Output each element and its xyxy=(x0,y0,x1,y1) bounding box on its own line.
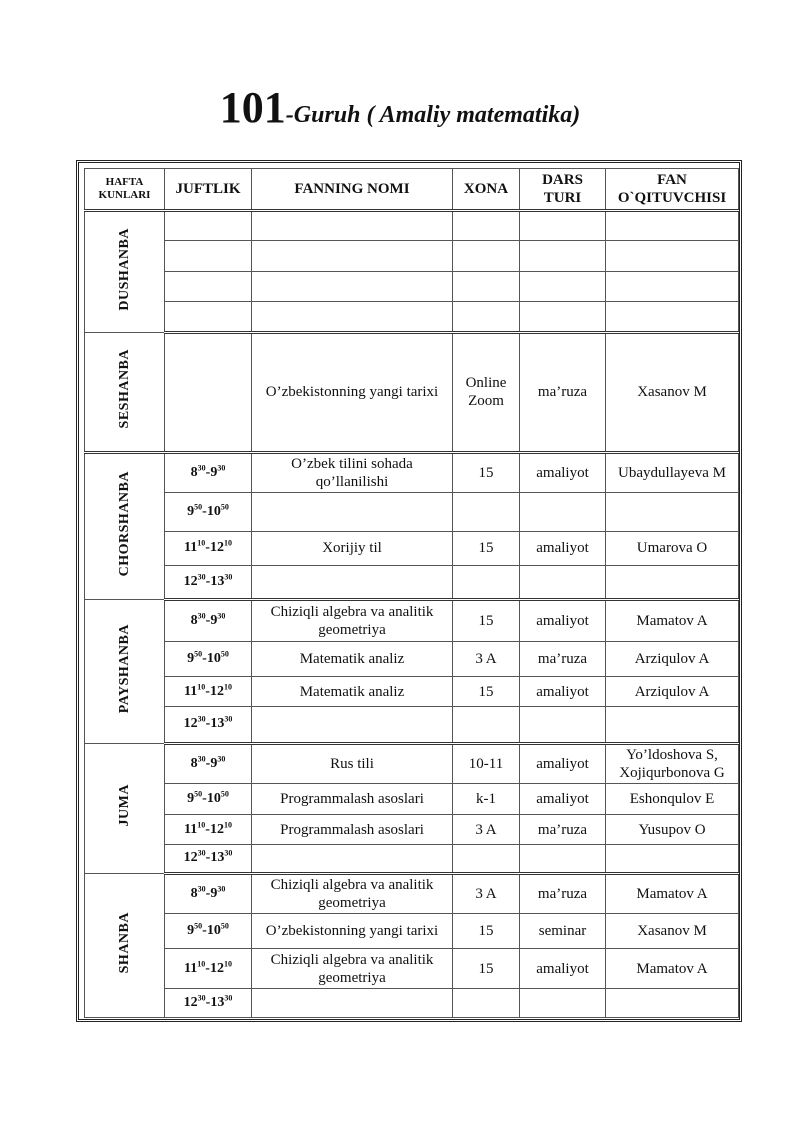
table-row xyxy=(85,642,739,677)
table-row xyxy=(85,211,739,241)
group-subtitle: -Guruh ( Amaliy matematika) xyxy=(285,102,581,128)
schedule-table xyxy=(84,168,739,1018)
table-row xyxy=(85,302,739,332)
table-row xyxy=(85,873,739,914)
table-row xyxy=(85,845,739,873)
day-payshanba: PAYSHANBA xyxy=(85,599,165,743)
type-cell: amaliyot xyxy=(520,452,606,493)
time-cell: $11^{10}-12^{10}$ xyxy=(165,531,252,566)
subject-cell: Rus tili xyxy=(252,743,453,784)
header-room: XONA xyxy=(453,169,520,211)
type-cell: amaliyot xyxy=(520,743,606,784)
page-title xyxy=(0,82,800,133)
time-cell: $12^{30}-13^{30}$ xyxy=(165,707,252,744)
time-cell: $9^{50}-10^{50}$ xyxy=(165,642,252,677)
room-cell: 15 xyxy=(453,531,520,566)
teacher-cell: Mamatov A xyxy=(606,873,739,914)
subject-cell: Chiziqli algebra va analitik geometriya xyxy=(252,873,453,914)
type-cell: amaliyot xyxy=(520,599,606,642)
header-days: HAFTA KUNLARI xyxy=(85,169,165,211)
day-dushanba: DUSHANBA xyxy=(85,211,165,333)
room-cell: 15 xyxy=(453,948,520,989)
teacher-cell: Mamatov A xyxy=(606,599,739,642)
time-cell: $11^{10}-12^{10}$ xyxy=(165,948,252,989)
table-row xyxy=(85,493,739,532)
room-cell: Online Zoom xyxy=(453,332,520,452)
table-row xyxy=(85,566,739,599)
time-cell: $11^{10}-12^{10}$ xyxy=(165,814,252,844)
table-row xyxy=(85,531,739,566)
table-row xyxy=(85,676,739,706)
time-cell: $8^{30}-9^{30}$ xyxy=(165,743,252,784)
room-cell: 15 xyxy=(453,599,520,642)
table-row xyxy=(85,743,739,784)
teacher-cell: Arziqulov A xyxy=(606,642,739,677)
room-cell: 15 xyxy=(453,914,520,949)
teacher-cell: Mamatov A xyxy=(606,948,739,989)
subject-cell: O’zbek tilini sohada qo’llanilishi xyxy=(252,452,453,493)
subject-cell: Programmalash asoslari xyxy=(252,784,453,814)
room-cell: 15 xyxy=(453,676,520,706)
time-cell: $12^{30}-13^{30}$ xyxy=(165,989,252,1018)
header-type: DARS TURI xyxy=(520,169,606,211)
table-row xyxy=(85,241,739,271)
time-cell: $9^{50}-10^{50}$ xyxy=(165,914,252,949)
subject-cell: Chiziqli algebra va analitik geometriya xyxy=(252,948,453,989)
type-cell: ma’ruza xyxy=(520,814,606,844)
table-row xyxy=(85,989,739,1018)
room-cell: 15 xyxy=(453,452,520,493)
time-cell: $8^{30}-9^{30}$ xyxy=(165,599,252,642)
header-teacher: FAN O`QITUVCHISI xyxy=(606,169,739,211)
group-number: 101 xyxy=(219,83,286,132)
type-cell: ma’ruza xyxy=(520,332,606,452)
subject-cell: Programmalash asoslari xyxy=(252,814,453,844)
time-cell: $12^{30}-13^{30}$ xyxy=(165,566,252,599)
day-juma: JUMA xyxy=(85,743,165,873)
day-seshanba: SESHANBA xyxy=(85,332,165,452)
time-cell: $8^{30}-9^{30}$ xyxy=(165,873,252,914)
table-row xyxy=(85,814,739,844)
room-cell: 10-11 xyxy=(453,743,520,784)
teacher-cell: Umarova O xyxy=(606,531,739,566)
type-cell: seminar xyxy=(520,914,606,949)
teacher-cell: Ubaydullayeva M xyxy=(606,452,739,493)
time-cell: $12^{30}-13^{30}$ xyxy=(165,845,252,873)
time-cell: $9^{50}-10^{50}$ xyxy=(165,784,252,814)
day-chorshanba: CHORSHANBA xyxy=(85,452,165,599)
type-cell: amaliyot xyxy=(520,784,606,814)
subject-cell: Matematik analiz xyxy=(252,676,453,706)
room-cell: 3 A xyxy=(453,814,520,844)
time-cell: $11^{10}-12^{10}$ xyxy=(165,676,252,706)
table-row xyxy=(85,707,739,744)
teacher-cell: Yusupov O xyxy=(606,814,739,844)
type-cell: ma’ruza xyxy=(520,642,606,677)
subject-cell: Matematik analiz xyxy=(252,642,453,677)
teacher-cell: Yo’ldoshova S, Xojiqurbonova G xyxy=(606,743,739,784)
subject-cell: Xorijiy til xyxy=(252,531,453,566)
teacher-cell: Eshonqulov E xyxy=(606,784,739,814)
header-row xyxy=(85,169,739,211)
header-subject: FANNING NOMI xyxy=(252,169,453,211)
table-row xyxy=(85,948,739,989)
table-row xyxy=(85,914,739,949)
table-row xyxy=(85,599,739,642)
type-cell: amaliyot xyxy=(520,948,606,989)
room-cell: 3 A xyxy=(453,642,520,677)
time-cell: $9^{50}-10^{50}$ xyxy=(165,493,252,532)
table-row xyxy=(85,452,739,493)
type-cell: amaliyot xyxy=(520,676,606,706)
room-cell: k-1 xyxy=(453,784,520,814)
subject-cell: O’zbekistonning yangi tarixi xyxy=(252,332,453,452)
table-row xyxy=(85,784,739,814)
room-cell: 3 A xyxy=(453,873,520,914)
subject-cell: Chiziqli algebra va analitik geometriya xyxy=(252,599,453,642)
subject-cell: O’zbekistonning yangi tarixi xyxy=(252,914,453,949)
table-row xyxy=(85,271,739,301)
header-pair: JUFTLIK xyxy=(165,169,252,211)
time-cell: $8^{30}-9^{30}$ xyxy=(165,452,252,493)
teacher-cell: Xasanov M xyxy=(606,914,739,949)
day-shanba: SHANBA xyxy=(85,873,165,1017)
teacher-cell: Arziqulov A xyxy=(606,676,739,706)
type-cell: amaliyot xyxy=(520,531,606,566)
table-row xyxy=(85,332,739,452)
type-cell: ma’ruza xyxy=(520,873,606,914)
teacher-cell: Xasanov M xyxy=(606,332,739,452)
